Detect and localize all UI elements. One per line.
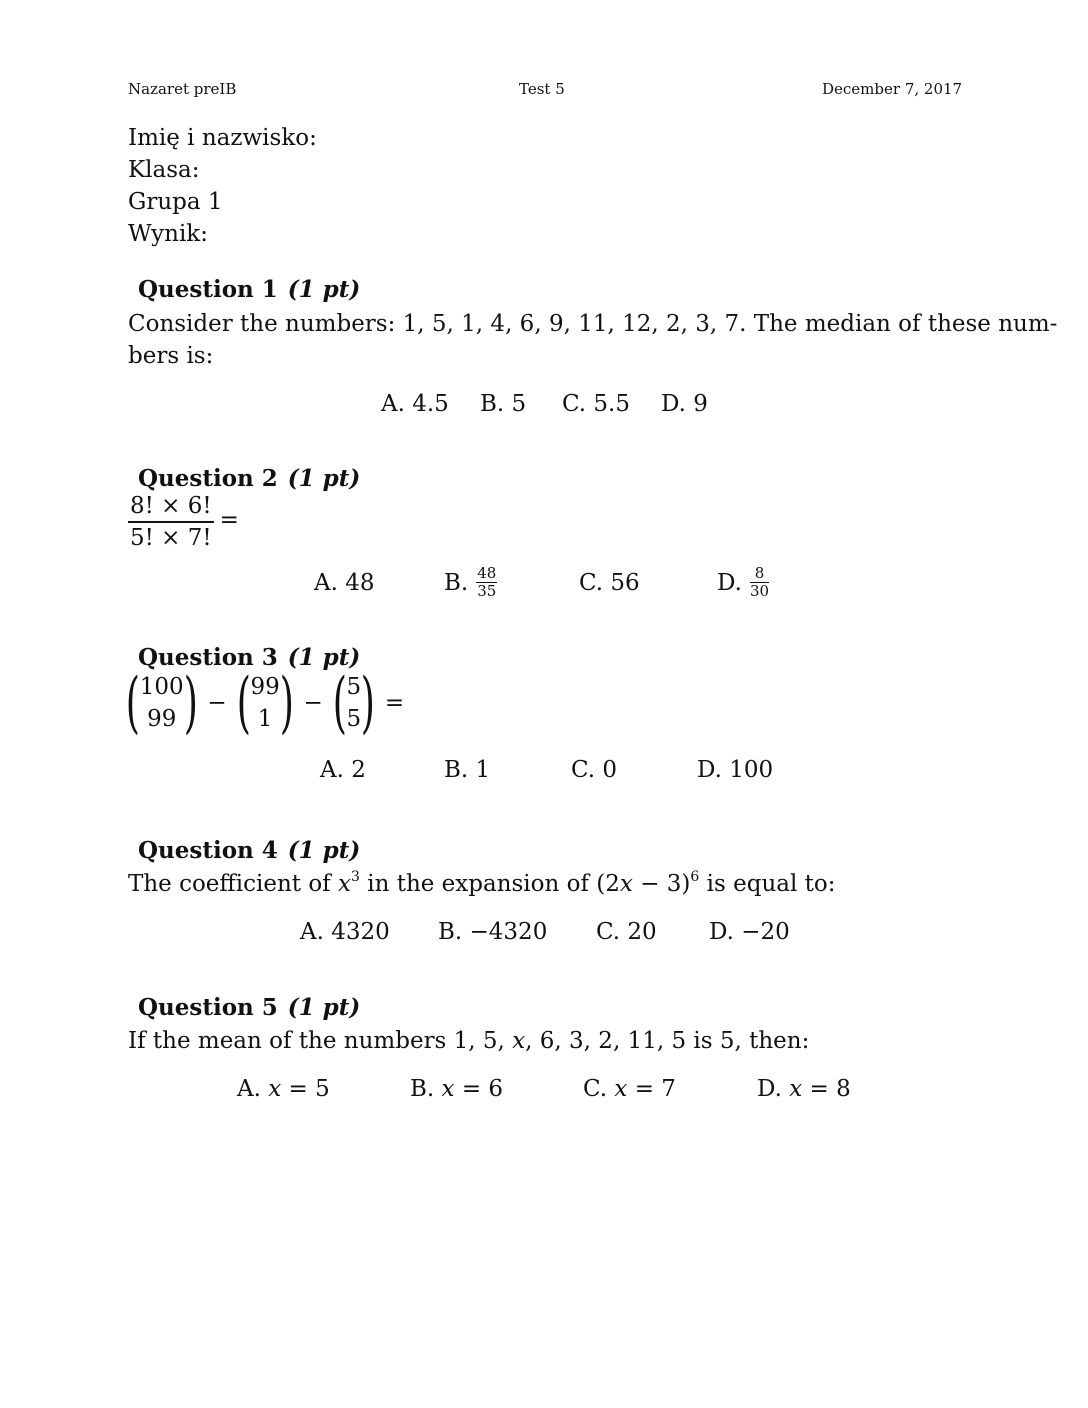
question-title: Question 4 <box>138 837 278 864</box>
header-left: Nazaret preIB <box>128 80 237 98</box>
option-label: D. <box>717 569 742 596</box>
q5-option-d[interactable] <box>757 1076 851 1102</box>
exponent: 3 <box>350 869 360 885</box>
question-1-text-line2: bers is: <box>128 343 214 369</box>
text: in the expansion of (2 <box>359 871 620 897</box>
q1-option-c[interactable]: C. 5.5 <box>562 391 630 417</box>
q3-option-a[interactable]: A. 2 <box>320 757 366 783</box>
q5-option-a[interactable] <box>237 1076 330 1102</box>
q3-minus-1: − <box>207 690 227 716</box>
q2-option-b-fraction <box>476 566 497 599</box>
q3-binomial-3 <box>327 664 381 741</box>
name-label: Imię i nazwisko: <box>128 125 317 151</box>
question-2-expression <box>128 492 239 552</box>
question-title: Question 2 <box>138 465 278 492</box>
q4-option-a[interactable]: A. 4320 <box>300 919 390 945</box>
q5-option-c[interactable] <box>583 1076 676 1102</box>
right-paren: ) <box>279 664 294 741</box>
var-x: x <box>268 1076 282 1102</box>
var-x: x <box>512 1028 526 1054</box>
option-label: B. <box>410 1076 435 1102</box>
option-value: = 8 <box>809 1076 851 1102</box>
fraction-denominator: 30 <box>749 582 770 600</box>
question-5-title <box>138 994 360 1021</box>
question-title: Question 3 <box>138 644 278 671</box>
right-paren: ) <box>360 664 376 741</box>
fraction-denominator: 35 <box>477 582 497 600</box>
binomial-top: 5 <box>346 674 362 700</box>
q2-equals: = <box>219 507 239 533</box>
question-1-title <box>138 276 360 303</box>
q4-option-c[interactable]: C. 20 <box>596 919 657 945</box>
q2-option-d[interactable] <box>717 566 769 599</box>
question-2-title <box>138 465 360 492</box>
question-5-text <box>128 1025 809 1057</box>
question-4-title <box>138 837 360 864</box>
group-label: Grupa 1 <box>128 189 223 215</box>
question-title: Question 5 <box>138 994 278 1021</box>
question-points: (1 pt) <box>287 276 361 303</box>
fraction-numerator: 8 <box>750 566 769 583</box>
q1-option-a[interactable]: A. 4.5 <box>381 391 449 417</box>
question-points: (1 pt) <box>287 465 361 492</box>
header-center: Test 5 <box>519 80 565 98</box>
binomial-bottom: 5 <box>346 706 362 732</box>
q2-option-b[interactable] <box>444 566 497 599</box>
question-points: (1 pt) <box>287 837 361 864</box>
q5-option-b[interactable] <box>410 1076 503 1102</box>
q3-binomial-2 <box>231 664 300 741</box>
question-4-text <box>128 868 835 903</box>
var-x: x <box>441 1076 455 1102</box>
fraction-numerator: 48 <box>477 564 497 582</box>
var-x: x <box>338 871 351 897</box>
binomial-top: 99 <box>250 674 280 700</box>
binomial-top: 100 <box>139 674 184 700</box>
q1-option-b[interactable]: B. 5 <box>480 391 527 417</box>
q3-option-c[interactable]: C. 0 <box>571 757 618 783</box>
question-points: (1 pt) <box>287 994 361 1021</box>
q3-equals: = <box>384 690 405 716</box>
option-label: A. <box>237 1076 261 1102</box>
q1-option-d[interactable]: D. 9 <box>661 391 708 417</box>
right-paren: ) <box>183 664 198 741</box>
binomial-bottom: 99 <box>147 706 177 732</box>
score-label: Wynik: <box>128 221 208 247</box>
binomial-bottom: 1 <box>257 706 273 732</box>
left-paren: ( <box>236 664 251 741</box>
option-value: = 6 <box>461 1076 504 1102</box>
question-1-text-line1: Consider the numbers: 1, 5, 1, 4, 6, 9, 11, 12, 2, 3, 7. The median of these num- <box>128 311 1058 337</box>
var-x: x <box>789 1076 803 1102</box>
q2-option-a[interactable]: A. 48 <box>314 570 375 596</box>
q3-option-d[interactable]: D. 100 <box>697 757 774 783</box>
text: , 6, 3, 2, 11, 5 is 5, then: <box>525 1028 810 1054</box>
exponent: 6 <box>690 869 700 885</box>
option-label: D. <box>757 1076 782 1102</box>
question-points: (1 pt) <box>287 644 361 671</box>
left-paren: ( <box>332 664 347 741</box>
text: The coefficient of <box>128 871 338 897</box>
header-right: December 7, 2017 <box>822 80 963 98</box>
option-label: C. <box>583 1076 608 1102</box>
q2-option-d-fraction <box>750 566 769 599</box>
text: If the mean of the numbers 1, 5, <box>128 1028 513 1054</box>
class-label: Klasa: <box>128 157 200 183</box>
q2-fraction-denominator: 5! × 7! <box>130 525 212 551</box>
var-x: x <box>619 871 633 897</box>
q3-minus-2: − <box>303 690 323 716</box>
q2-fraction-numerator: 8! × 6! <box>128 492 214 523</box>
text: is equal to: <box>699 871 836 897</box>
left-paren: ( <box>125 664 140 741</box>
text: − 3) <box>632 871 691 897</box>
q2-option-c[interactable]: C. 56 <box>579 570 640 596</box>
question-title: Question 1 <box>138 276 278 303</box>
q4-option-b[interactable]: B. −4320 <box>438 919 548 945</box>
option-value: = 5 <box>288 1076 330 1102</box>
var-x: x <box>614 1076 628 1102</box>
q2-fraction <box>128 492 214 552</box>
option-label: B. <box>444 569 469 596</box>
question-3-expression <box>120 664 405 741</box>
option-value: = 7 <box>634 1076 676 1102</box>
q4-option-d[interactable]: D. −20 <box>709 919 790 945</box>
q3-binomial-1 <box>120 664 203 741</box>
q3-option-b[interactable]: B. 1 <box>444 757 491 783</box>
